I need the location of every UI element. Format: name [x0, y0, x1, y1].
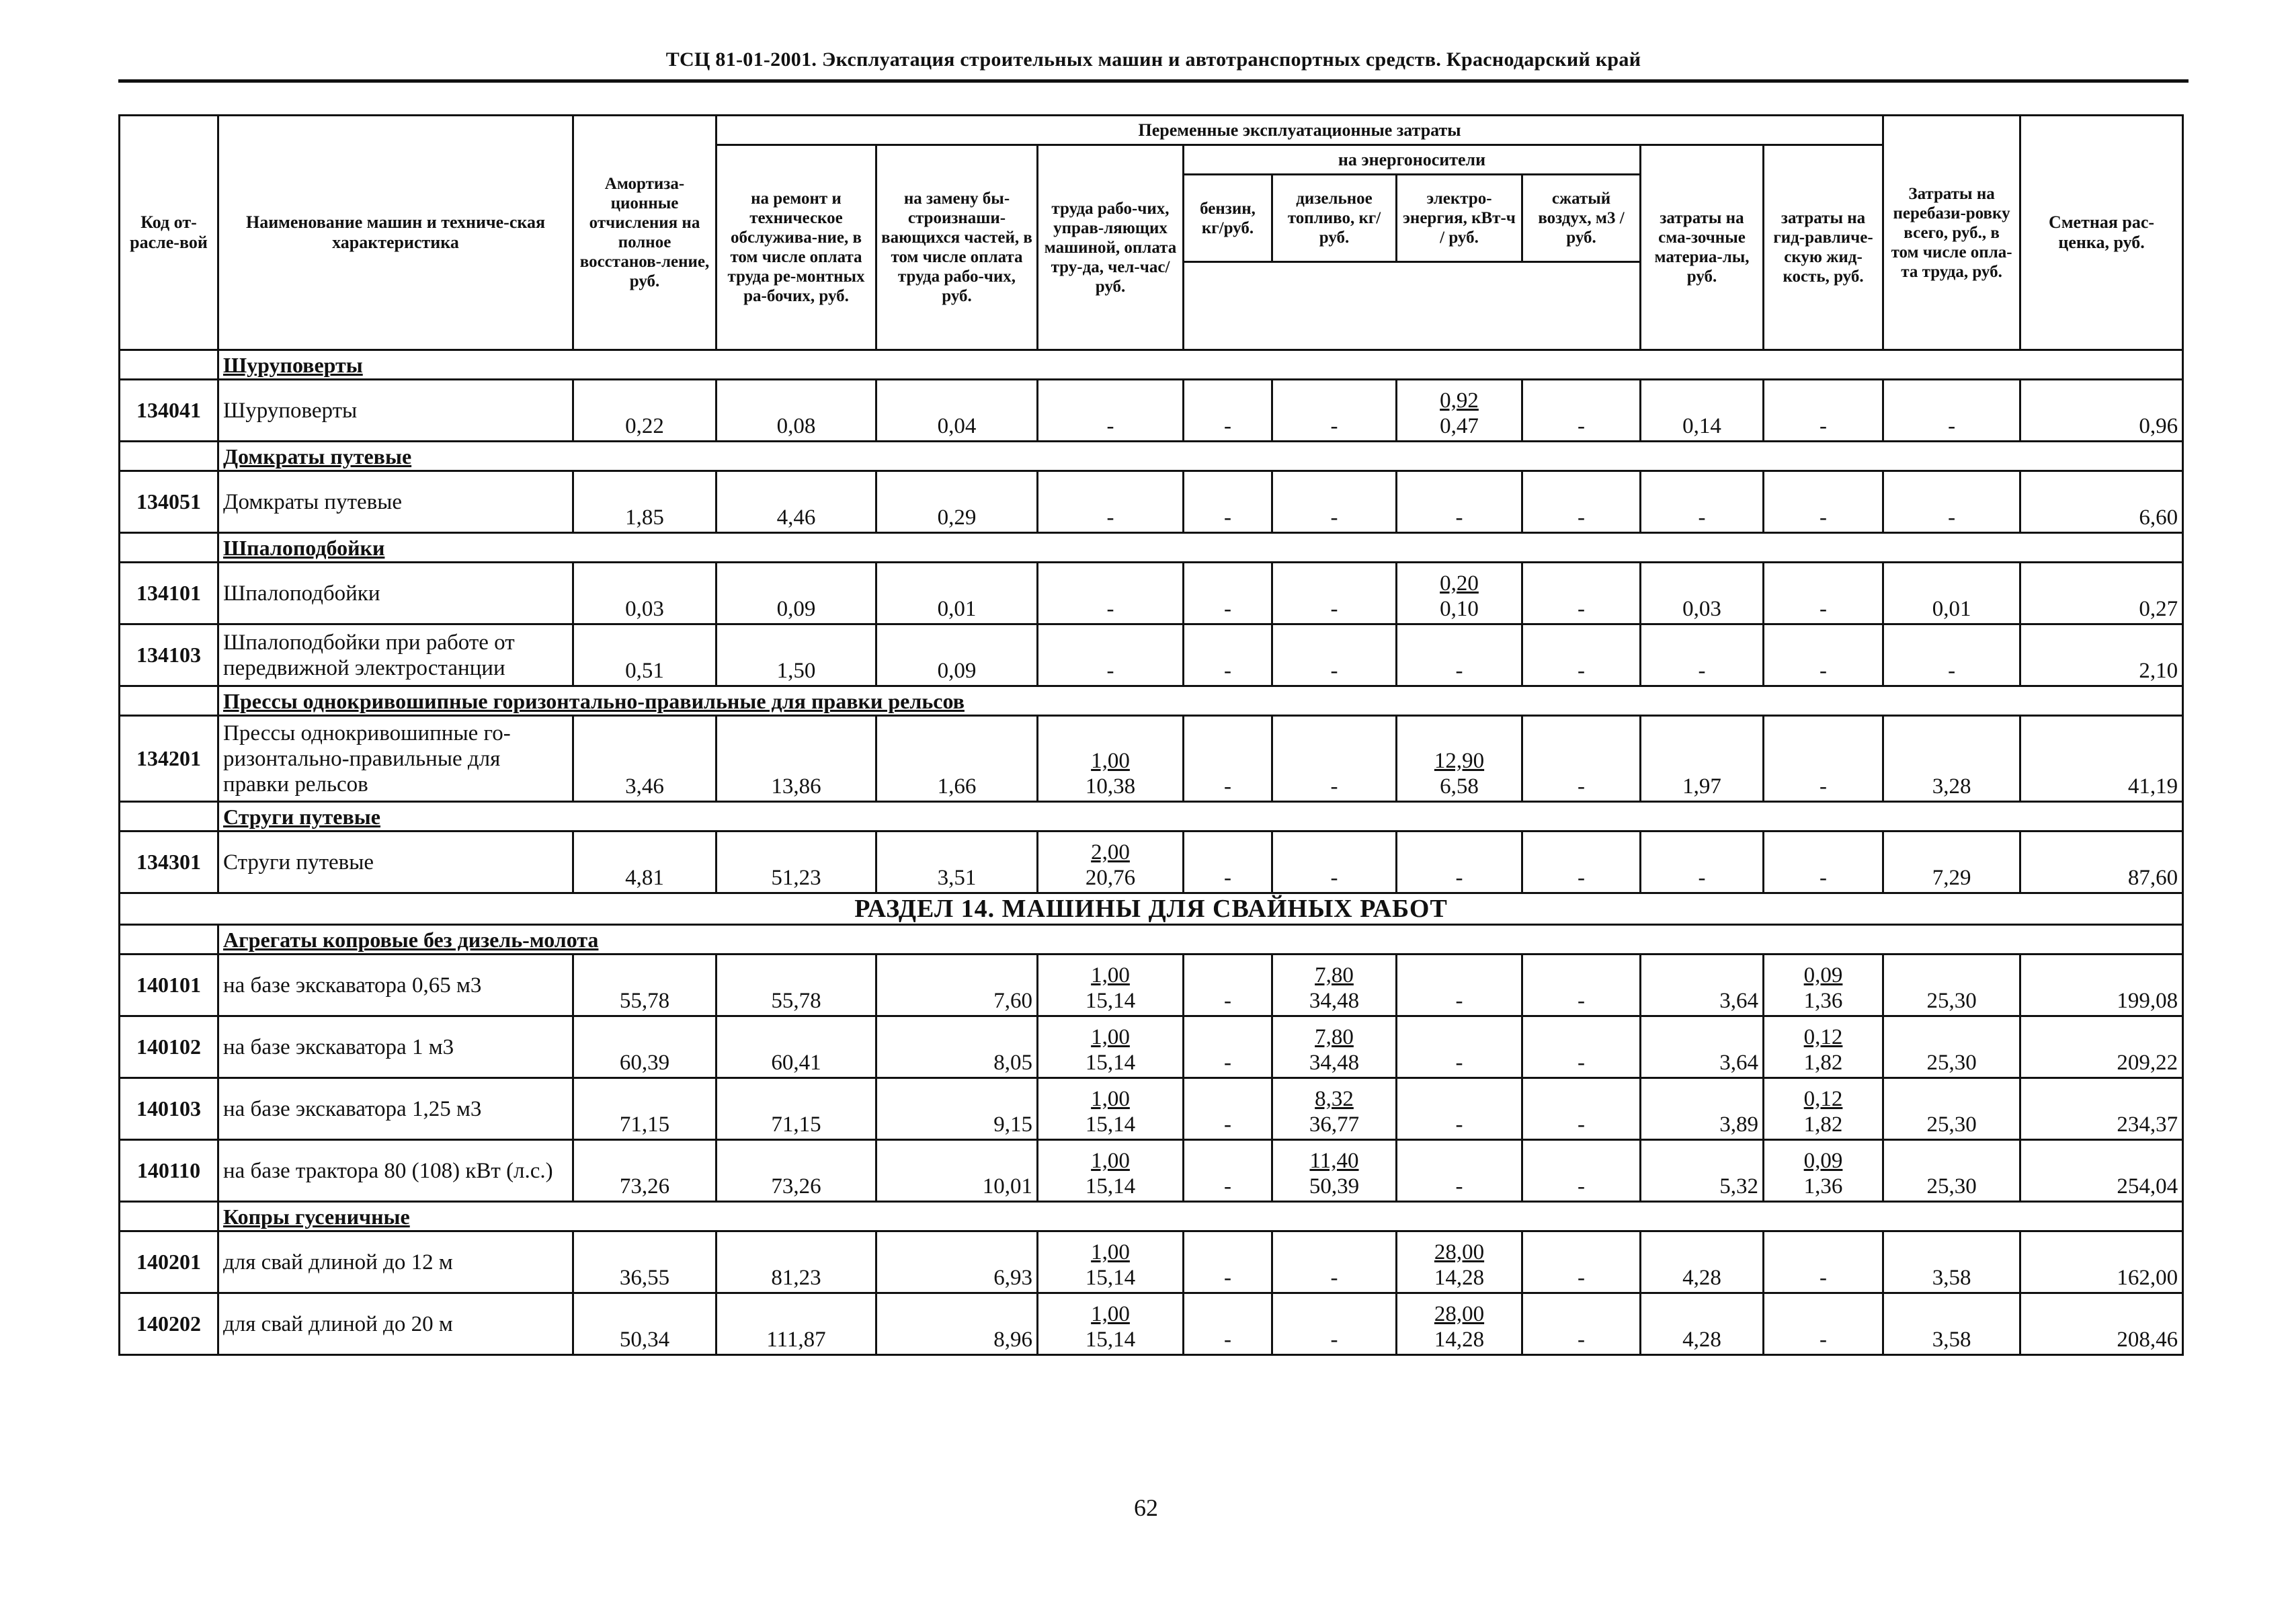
- cell-repair: 0,08: [717, 380, 876, 442]
- cell-labor-bottom: 15,14: [1085, 1051, 1136, 1075]
- cell-gasoline: -: [1184, 955, 1272, 1016]
- row-code: 140103: [120, 1078, 218, 1140]
- cell-amort: 0,22: [573, 380, 717, 442]
- cell-amort: 73,26: [573, 1140, 717, 1202]
- cell-electric: -: [1397, 1140, 1522, 1202]
- cell-diesel-bottom: 50,39: [1309, 1174, 1360, 1199]
- cell-electric-bottom: 14,28: [1434, 1328, 1485, 1352]
- col-header-relocation: Затраты на перебази-ровку всего, руб., в том числе опла-та труда, руб.: [1883, 116, 2020, 350]
- cell-labor-bottom: 15,14: [1085, 989, 1136, 1013]
- cell-lubricant: 3,89: [1641, 1078, 1764, 1140]
- cell-hydraulic: -: [1764, 1231, 1883, 1293]
- group-code-cell: [120, 442, 218, 471]
- table-row: [120, 1231, 2183, 1293]
- table-row: [120, 471, 2183, 533]
- col-header-air: сжатый воздух, м3 / руб.: [1522, 175, 1641, 262]
- cell-lubricant: 0,14: [1641, 380, 1764, 442]
- table-row: [120, 716, 2183, 802]
- cell-parts: 0,01: [876, 563, 1038, 624]
- row-name: Прессы однокривошипные го-ризонтально-правильные для правки рельсов: [218, 716, 573, 802]
- group-code-cell: [120, 925, 218, 955]
- row-name: на базе трактора 80 (108) кВт (л.с.): [218, 1140, 573, 1202]
- col-header-amort: Амортиза-ционные отчисления на полное восстанов-ление, руб.: [573, 116, 717, 350]
- cell-lubricant: -: [1641, 624, 1764, 686]
- row-name: Струги путевые: [218, 831, 573, 893]
- col-header-gasoline: бензин, кг/руб.: [1184, 175, 1272, 262]
- cell-relocation: 25,30: [1883, 1016, 2020, 1078]
- cell-electric-top: 0,20: [1440, 571, 1479, 596]
- cell-hydraulic: -: [1764, 1293, 1883, 1355]
- group-code-cell: [120, 533, 218, 563]
- cell-labor: [1038, 1140, 1184, 1202]
- cell-repair: 55,78: [717, 955, 876, 1016]
- cell-parts: 7,60: [876, 955, 1038, 1016]
- cell-repair: 0,09: [717, 563, 876, 624]
- cell-hydraulic: [1764, 1140, 1883, 1202]
- cell-hydraulic-bottom: 1,36: [1803, 1174, 1843, 1199]
- cell-gasoline: -: [1184, 1078, 1272, 1140]
- cell-hydraulic: -: [1764, 831, 1883, 893]
- cell-price: 234,37: [2020, 1078, 2183, 1140]
- table-row: [120, 380, 2183, 442]
- cell-repair: 1,50: [717, 624, 876, 686]
- cell-air: -: [1522, 831, 1641, 893]
- col-header-repair: на ремонт и техническое обслужива-ние, в том числе оплата труда ре-монтных ра-бочих, руб.: [717, 145, 876, 350]
- cell-diesel-top: 11,40: [1309, 1149, 1359, 1173]
- cell-hydraulic: -: [1764, 624, 1883, 686]
- cell-air: -: [1522, 624, 1641, 686]
- cell-hydraulic-top: 0,12: [1803, 1087, 1843, 1111]
- cell-amort: 36,55: [573, 1231, 717, 1293]
- col-header-energy: на энергоносители: [1184, 145, 1641, 175]
- cell-repair: 81,23: [717, 1231, 876, 1293]
- cell-amort: 71,15: [573, 1078, 717, 1140]
- cell-hydraulic-bottom: 1,82: [1803, 1112, 1843, 1137]
- cell-labor-top: 1,00: [1091, 749, 1130, 773]
- cell-diesel: -: [1272, 624, 1397, 686]
- row-code: 134301: [120, 831, 218, 893]
- cell-price: 41,19: [2020, 716, 2183, 802]
- cell-electric-bottom: 14,28: [1434, 1266, 1485, 1290]
- row-code: 140202: [120, 1293, 218, 1355]
- group-code-cell: [120, 1202, 218, 1231]
- cell-amort: 3,46: [573, 716, 717, 802]
- cell-repair: 73,26: [717, 1140, 876, 1202]
- cell-amort: 0,51: [573, 624, 717, 686]
- row-code: 140201: [120, 1231, 218, 1293]
- cell-parts: 6,93: [876, 1231, 1038, 1293]
- cell-electric: [1397, 1231, 1522, 1293]
- row-name: на базе экскаватора 0,65 м3: [218, 955, 573, 1016]
- cell-diesel: -: [1272, 380, 1397, 442]
- col-header-parts: на замену бы-строизнаши-вающихся частей, в том числе оплата труда рабо-чих, руб.: [876, 145, 1038, 350]
- price-table: [118, 114, 2184, 1356]
- cell-labor: -: [1038, 471, 1184, 533]
- col-header-price: Сметная рас-ценка, руб.: [2020, 116, 2183, 350]
- cell-labor-top: 2,00: [1091, 840, 1130, 864]
- cell-lubricant: 4,28: [1641, 1293, 1764, 1355]
- cell-air: -: [1522, 471, 1641, 533]
- cell-diesel: [1272, 1140, 1397, 1202]
- cell-price: 208,46: [2020, 1293, 2183, 1355]
- row-code: 140102: [120, 1016, 218, 1078]
- cell-air: -: [1522, 1078, 1641, 1140]
- cell-price: 6,60: [2020, 471, 2183, 533]
- cell-price: 87,60: [2020, 831, 2183, 893]
- cell-price: 0,96: [2020, 380, 2183, 442]
- cell-amort: 1,85: [573, 471, 717, 533]
- cell-labor: [1038, 831, 1184, 893]
- cell-amort: 50,34: [573, 1293, 717, 1355]
- cell-air: -: [1522, 1293, 1641, 1355]
- cell-electric-top: 12,90: [1434, 749, 1485, 773]
- cell-diesel: -: [1272, 716, 1397, 802]
- table-row: [120, 955, 2183, 1016]
- cell-lubricant: 4,28: [1641, 1231, 1764, 1293]
- group-title: Шпалоподбойки: [218, 533, 2183, 563]
- group-title: Прессы однокривошипные горизонтально-правильные для правки рельсов: [218, 686, 2183, 716]
- row-code: 134101: [120, 563, 218, 624]
- cell-electric: [1397, 716, 1522, 802]
- cell-relocation: 25,30: [1883, 1140, 2020, 1202]
- cell-diesel-bottom: 36,77: [1309, 1112, 1360, 1137]
- cell-diesel: -: [1272, 1293, 1397, 1355]
- cell-hydraulic: [1764, 1078, 1883, 1140]
- cell-hydraulic: -: [1764, 716, 1883, 802]
- row-name: Шуруповерты: [218, 380, 573, 442]
- cell-price: 209,22: [2020, 1016, 2183, 1078]
- cell-relocation: -: [1883, 380, 2020, 442]
- cell-electric: -: [1397, 1016, 1522, 1078]
- cell-labor: [1038, 1293, 1184, 1355]
- document-header: ТСЦ 81-01-2001. Эксплуатация строительных машин и автотранспортных средств. Краснодарский край: [665, 48, 1641, 71]
- cell-amort: 60,39: [573, 1016, 717, 1078]
- group-code-cell: [120, 686, 218, 716]
- cell-electric-bottom: 0,10: [1440, 597, 1479, 621]
- cell-lubricant: 3,64: [1641, 1016, 1764, 1078]
- cell-repair: 13,86: [717, 716, 876, 802]
- cell-price: 254,04: [2020, 1140, 2183, 1202]
- cell-electric-top: 28,00: [1434, 1302, 1485, 1326]
- cell-electric: [1397, 380, 1522, 442]
- group-title: Шуруповерты: [218, 350, 2183, 380]
- cell-labor-bottom: 15,14: [1085, 1328, 1136, 1352]
- row-name: для свай длиной до 20 м: [218, 1293, 573, 1355]
- cell-diesel-top: 8,32: [1315, 1087, 1354, 1111]
- group-title: Копры гусеничные: [218, 1202, 2183, 1231]
- cell-lubricant: 5,32: [1641, 1140, 1764, 1202]
- row-name: Шпалоподбойки: [218, 563, 573, 624]
- cell-air: -: [1522, 563, 1641, 624]
- row-code: 140110: [120, 1140, 218, 1202]
- cell-diesel-bottom: 34,48: [1309, 1051, 1360, 1075]
- row-name: на базе экскаватора 1,25 м3: [218, 1078, 573, 1140]
- cell-hydraulic-bottom: 1,36: [1803, 989, 1843, 1013]
- cell-labor: -: [1038, 380, 1184, 442]
- cell-labor: [1038, 1078, 1184, 1140]
- col-header-lubricant: затраты на сма-зочные материа-лы, руб.: [1641, 145, 1764, 350]
- cell-parts: 1,66: [876, 716, 1038, 802]
- cell-air: -: [1522, 955, 1641, 1016]
- cell-labor: -: [1038, 563, 1184, 624]
- cell-labor-bottom: 10,38: [1085, 774, 1136, 799]
- cell-labor-bottom: 15,14: [1085, 1266, 1136, 1290]
- cell-labor-top: 1,00: [1091, 1302, 1130, 1326]
- group-code-cell: [120, 802, 218, 831]
- cell-electric: [1397, 563, 1522, 624]
- group-title: Агрегаты копровые без дизель-молота: [218, 925, 2183, 955]
- cell-lubricant: 1,97: [1641, 716, 1764, 802]
- row-name: Домкраты путевые: [218, 471, 573, 533]
- cell-air: -: [1522, 716, 1641, 802]
- cell-gasoline: -: [1184, 471, 1272, 533]
- cell-gasoline: -: [1184, 1231, 1272, 1293]
- cell-labor: [1038, 955, 1184, 1016]
- group-title: Струги путевые: [218, 802, 2183, 831]
- group-code-cell: [120, 350, 218, 380]
- row-code: 134103: [120, 624, 218, 686]
- section-title: РАЗДЕЛ 14. МАШИНЫ ДЛЯ СВАЙНЫХ РАБОТ: [120, 893, 2183, 925]
- row-code: 134201: [120, 716, 218, 802]
- cell-air: -: [1522, 1231, 1641, 1293]
- cell-labor: [1038, 716, 1184, 802]
- cell-gasoline: -: [1184, 1140, 1272, 1202]
- cell-relocation: 3,28: [1883, 716, 2020, 802]
- cell-hydraulic-top: 0,09: [1803, 1149, 1843, 1173]
- cell-price: 0,27: [2020, 563, 2183, 624]
- cell-hydraulic: -: [1764, 380, 1883, 442]
- cell-price: 162,00: [2020, 1231, 2183, 1293]
- cell-labor: [1038, 1231, 1184, 1293]
- cell-gasoline: -: [1184, 831, 1272, 893]
- cell-electric: -: [1397, 831, 1522, 893]
- cell-relocation: 3,58: [1883, 1231, 2020, 1293]
- cell-parts: 0,09: [876, 624, 1038, 686]
- table-row: [120, 1140, 2183, 1202]
- cell-labor-top: 1,00: [1091, 1087, 1130, 1111]
- cell-electric: [1397, 1293, 1522, 1355]
- table-row: [120, 563, 2183, 624]
- row-code: 140101: [120, 955, 218, 1016]
- cell-hydraulic-top: 0,12: [1803, 1025, 1843, 1049]
- cell-electric-bottom: 0,47: [1440, 414, 1479, 438]
- col-header-code: Код от-расле-вой: [120, 116, 218, 350]
- col-header-diesel: дизельное топливо, кг/руб.: [1272, 175, 1397, 262]
- cell-gasoline: -: [1184, 716, 1272, 802]
- cell-lubricant: 3,64: [1641, 955, 1764, 1016]
- row-name: Шпалоподбойки при работе от передвижной электростанции: [218, 624, 573, 686]
- cell-electric: -: [1397, 624, 1522, 686]
- cell-parts: 3,51: [876, 831, 1038, 893]
- cell-relocation: 0,01: [1883, 563, 2020, 624]
- col-header-variable: Переменные эксплуатационные затраты: [717, 116, 1883, 145]
- cell-repair: 51,23: [717, 831, 876, 893]
- cell-electric: -: [1397, 955, 1522, 1016]
- cell-diesel: [1272, 1078, 1397, 1140]
- cell-hydraulic: [1764, 1016, 1883, 1078]
- cell-relocation: -: [1883, 471, 2020, 533]
- cell-hydraulic-bottom: 1,82: [1803, 1051, 1843, 1075]
- page-number: 62: [1134, 1494, 1158, 1521]
- header-spacer: [1184, 262, 1641, 350]
- cell-repair: 4,46: [717, 471, 876, 533]
- cell-labor-bottom: 15,14: [1085, 1112, 1136, 1137]
- table-row: [120, 1078, 2183, 1140]
- cell-labor-top: 1,00: [1091, 1149, 1130, 1173]
- cell-diesel: [1272, 955, 1397, 1016]
- table-row: [120, 831, 2183, 893]
- cell-repair: 71,15: [717, 1078, 876, 1140]
- header-rule: [118, 79, 2189, 83]
- cell-lubricant: 0,03: [1641, 563, 1764, 624]
- cell-hydraulic-top: 0,09: [1803, 963, 1843, 987]
- cell-labor-top: 1,00: [1091, 1025, 1130, 1049]
- cell-lubricant: -: [1641, 471, 1764, 533]
- row-name: для свай длиной до 12 м: [218, 1231, 573, 1293]
- cell-relocation: 25,30: [1883, 955, 2020, 1016]
- cell-amort: 55,78: [573, 955, 717, 1016]
- cell-diesel: -: [1272, 1231, 1397, 1293]
- cell-labor-top: 1,00: [1091, 1240, 1130, 1264]
- cell-gasoline: -: [1184, 563, 1272, 624]
- cell-parts: 0,29: [876, 471, 1038, 533]
- cell-electric-top: 28,00: [1434, 1240, 1485, 1264]
- cell-diesel-bottom: 34,48: [1309, 989, 1360, 1013]
- cell-electric: -: [1397, 471, 1522, 533]
- col-header-hydraulic: затраты на гид-равличе-скую жид-кость, руб.: [1764, 145, 1883, 350]
- cell-diesel-top: 7,80: [1315, 1025, 1354, 1049]
- cell-gasoline: -: [1184, 380, 1272, 442]
- cell-parts: 10,01: [876, 1140, 1038, 1202]
- cell-relocation: 7,29: [1883, 831, 2020, 893]
- cell-electric-bottom: 6,58: [1440, 774, 1479, 799]
- cell-amort: 0,03: [573, 563, 717, 624]
- cell-relocation: 3,58: [1883, 1293, 2020, 1355]
- col-header-name: Наименование машин и техниче-ская характеристика: [218, 116, 573, 350]
- cell-gasoline: -: [1184, 1016, 1272, 1078]
- cell-repair: 111,87: [717, 1293, 876, 1355]
- cell-repair: 60,41: [717, 1016, 876, 1078]
- table-row: [120, 624, 2183, 686]
- cell-relocation: 25,30: [1883, 1078, 2020, 1140]
- cell-diesel: -: [1272, 471, 1397, 533]
- cell-air: -: [1522, 1140, 1641, 1202]
- group-title: Домкраты путевые: [218, 442, 2183, 471]
- cell-parts: 0,04: [876, 380, 1038, 442]
- cell-parts: 8,05: [876, 1016, 1038, 1078]
- cell-lubricant: -: [1641, 831, 1764, 893]
- cell-hydraulic: [1764, 955, 1883, 1016]
- cell-labor: -: [1038, 624, 1184, 686]
- cell-labor-top: 1,00: [1091, 963, 1130, 987]
- cell-hydraulic: -: [1764, 563, 1883, 624]
- cell-air: -: [1522, 1016, 1641, 1078]
- cell-electric-top: 0,92: [1440, 389, 1479, 413]
- cell-gasoline: -: [1184, 624, 1272, 686]
- cell-parts: 8,96: [876, 1293, 1038, 1355]
- col-header-labor: труда рабо-чих, управ-ляющих машиной, оплата тру-да, чел-час/руб.: [1038, 145, 1184, 350]
- cell-diesel-top: 7,80: [1315, 963, 1354, 987]
- cell-gasoline: -: [1184, 1293, 1272, 1355]
- row-code: 134041: [120, 380, 218, 442]
- cell-labor-bottom: 15,14: [1085, 1174, 1136, 1199]
- table-row: [120, 1293, 2183, 1355]
- cell-labor: [1038, 1016, 1184, 1078]
- col-header-electric: электро-энергия, кВт-ч / руб.: [1397, 175, 1522, 262]
- cell-diesel: -: [1272, 831, 1397, 893]
- cell-price: 2,10: [2020, 624, 2183, 686]
- row-code: 134051: [120, 471, 218, 533]
- cell-price: 199,08: [2020, 955, 2183, 1016]
- row-name: на базе экскаватора 1 м3: [218, 1016, 573, 1078]
- cell-diesel: -: [1272, 563, 1397, 624]
- cell-diesel: [1272, 1016, 1397, 1078]
- cell-labor-bottom: 20,76: [1085, 866, 1136, 890]
- table-row: [120, 1016, 2183, 1078]
- cell-electric: -: [1397, 1078, 1522, 1140]
- cell-parts: 9,15: [876, 1078, 1038, 1140]
- cell-air: -: [1522, 380, 1641, 442]
- cell-hydraulic: -: [1764, 471, 1883, 533]
- cell-amort: 4,81: [573, 831, 717, 893]
- cell-relocation: -: [1883, 624, 2020, 686]
